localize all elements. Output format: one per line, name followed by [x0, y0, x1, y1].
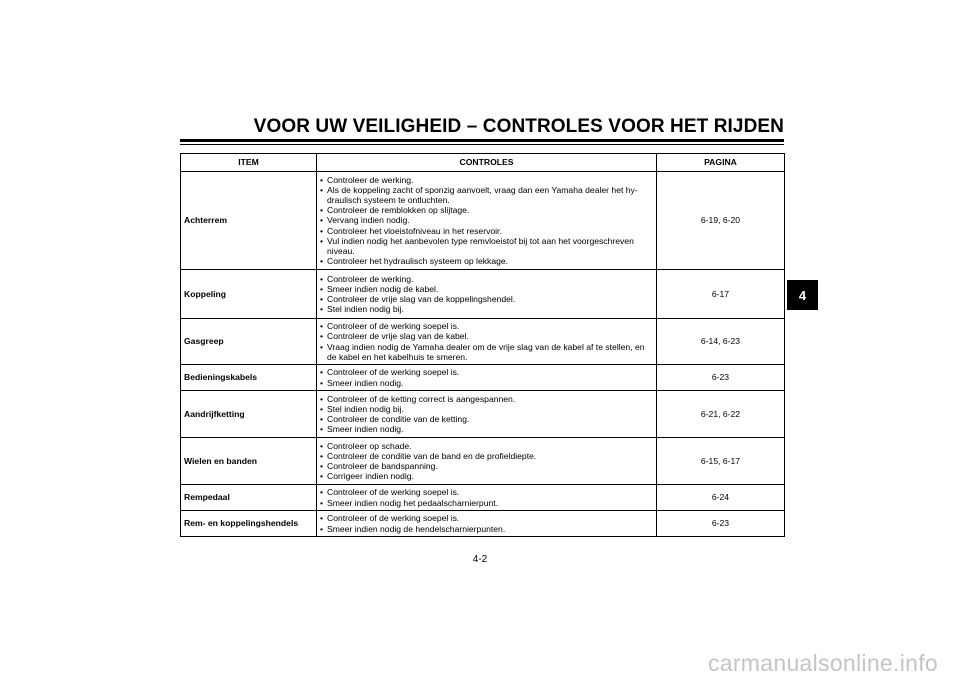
check-item: • Controleer of de werking soepel is. — [320, 513, 653, 523]
table-row — [181, 391, 785, 438]
check-item: • Controleer de remblokken op slijtage. — [320, 205, 653, 215]
row-checks — [317, 172, 657, 270]
row-item: Rempedaal — [181, 485, 317, 511]
check-item: • Controleer de werking. — [320, 175, 653, 185]
title-rule-thin — [180, 144, 784, 145]
watermark: carmanualsonline.info — [707, 650, 938, 676]
row-item: Achterrem — [181, 172, 317, 270]
check-item: • Controleer of de werking soepel is. — [320, 487, 653, 497]
row-item: Wielen en banden — [181, 438, 317, 485]
column-header-controles: CONTROLES — [317, 154, 657, 172]
table-row — [181, 319, 785, 365]
row-page: 6-24 — [657, 485, 785, 511]
check-item: • Controleer op schade. — [320, 441, 653, 451]
check-item: • Stel indien nodig bij. — [320, 404, 653, 414]
check-item: • Controleer de bandspanning. — [320, 461, 653, 471]
check-item: • Controleer de werking. — [320, 274, 653, 284]
check-item: • Vul indien nodig het aanbevolen type remvloeistof bij tot aan het voorgeschreven niveau. — [320, 236, 653, 256]
check-item: • Smeer indien nodig het pedaalscharnierpunt. — [320, 498, 653, 508]
page-number: 4-2 — [472, 554, 488, 565]
table-header-row — [181, 154, 785, 172]
check-item: • Smeer indien nodig. — [320, 378, 653, 388]
row-page: 6-23 — [657, 365, 785, 391]
row-checks — [317, 511, 657, 537]
row-item: Bedieningskabels — [181, 365, 317, 391]
check-item: • Smeer indien nodig. — [320, 424, 653, 434]
check-item: • Corrigeer indien nodig. — [320, 471, 653, 481]
row-page: 6-21, 6-22 — [657, 391, 785, 438]
row-checks — [317, 365, 657, 391]
table-row — [181, 172, 785, 270]
check-item: • Controleer het vloeistofniveau in het reservoir. — [320, 226, 653, 236]
row-page: 6-17 — [657, 270, 785, 319]
check-item: • Controleer de conditie van de band en de profieldiepte. — [320, 451, 653, 461]
page-title: VOOR UW VEILIGHEID – CONTROLES VOOR HET RIJDEN — [253, 116, 784, 137]
check-item: • Controleer de conditie van de ketting. — [320, 414, 653, 424]
check-item: • Smeer indien nodig de kabel. — [320, 284, 653, 294]
row-checks — [317, 391, 657, 438]
row-item: Aandrijfketting — [181, 391, 317, 438]
table-row — [181, 438, 785, 485]
chapter-tab[interactable]: 4 — [787, 280, 818, 310]
pre-ride-checklist-table — [180, 153, 785, 537]
table-row — [181, 485, 785, 511]
row-checks — [317, 319, 657, 365]
table-row — [181, 511, 785, 537]
row-item: Rem- en koppelingshendels — [181, 511, 317, 537]
title-rule-thick — [180, 139, 784, 142]
row-checks — [317, 485, 657, 511]
check-item: • Controleer of de ketting correct is aangespannen. — [320, 394, 653, 404]
row-page: 6-14, 6-23 — [657, 319, 785, 365]
check-item: • Controleer de vrije slag van de koppelingshendel. — [320, 294, 653, 304]
check-item: • Controleer de vrije slag van de kabel. — [320, 331, 653, 341]
check-item: • Controleer of de werking soepel is. — [320, 321, 653, 331]
check-item: • Vraag indien nodig de Yamaha dealer om de vrije slag van de kabel af te stellen, en de kabel en het kabelhuis te smeren. — [320, 342, 653, 362]
check-item: • Vervang indien nodig. — [320, 215, 653, 225]
check-item: • Stel indien nodig bij. — [320, 304, 653, 314]
check-item: • Controleer het hydraulisch systeem op lekkage. — [320, 256, 653, 266]
check-item: • Smeer indien nodig de hendelscharnierpunten. — [320, 524, 653, 534]
column-header-pagina: PAGINA — [657, 154, 785, 172]
column-header-item: ITEM — [181, 154, 317, 172]
check-item: • Als de koppeling zacht of sponzig aanvoelt, vraag dan een Yamaha dealer het hy-draulisch systeem te ontluchten. — [320, 185, 653, 205]
row-item: Gasgreep — [181, 319, 317, 365]
table-row — [181, 365, 785, 391]
row-page: 6-15, 6-17 — [657, 438, 785, 485]
row-page: 6-19, 6-20 — [657, 172, 785, 270]
row-item: Koppeling — [181, 270, 317, 319]
row-page: 6-23 — [657, 511, 785, 537]
table-row — [181, 270, 785, 319]
check-item: • Controleer of de werking soepel is. — [320, 367, 653, 377]
row-checks — [317, 270, 657, 319]
row-checks — [317, 438, 657, 485]
